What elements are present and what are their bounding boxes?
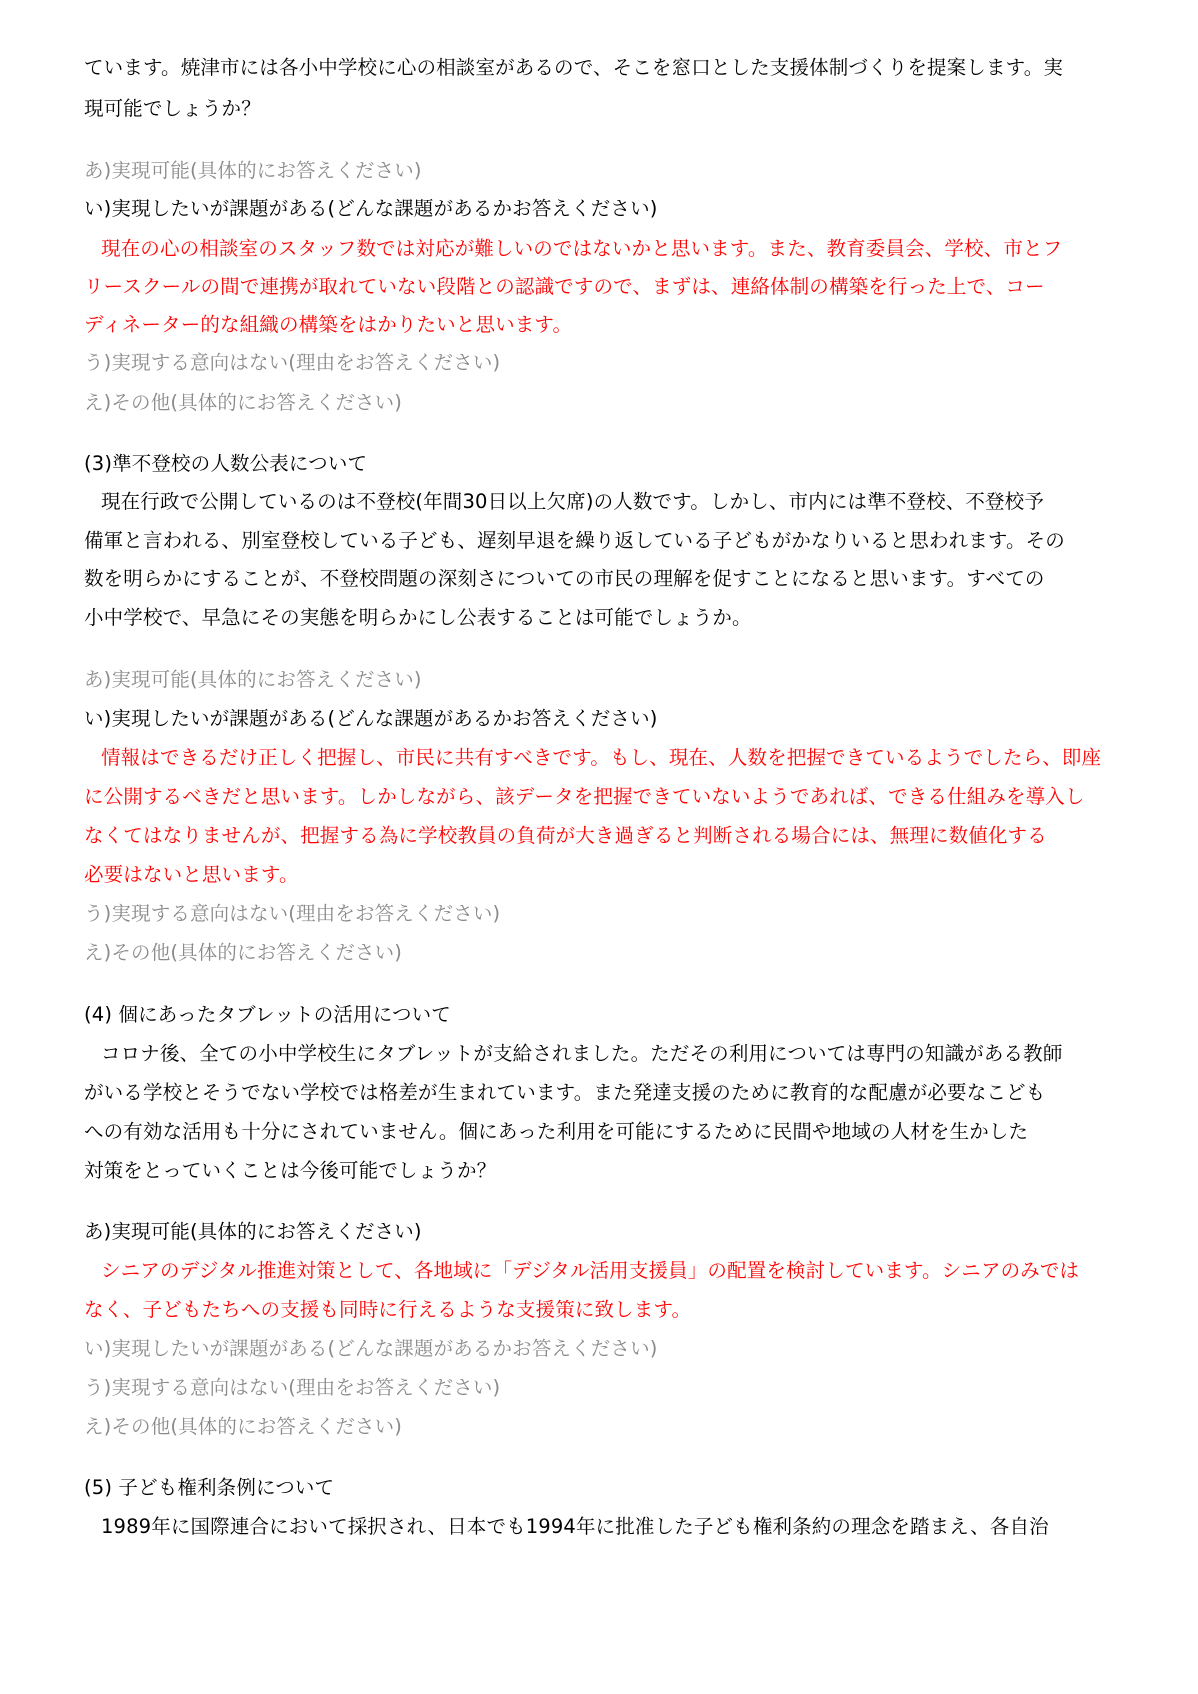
option-line: あ)実現可能(具体的にお答えください) — [84, 668, 422, 691]
section-heading: (4) 個にあったタブレットの活用について — [84, 1003, 451, 1026]
option-line: え)その他(具体的にお答えください) — [84, 941, 403, 964]
text-line: がいる学校とそうでない学校では格差が生まれています。また発達支援のために教育的な配慮が必要なこども — [84, 1081, 1046, 1104]
text-line: 現可能でしょうか？ — [84, 97, 261, 120]
answer-line: ディネーター的な組織の構築をはかりたいと思います。 — [84, 313, 573, 336]
answer-line: に公開するべきだと思います。しかしながら、該データを把握できていないようであれば、できる仕組みを導入し — [84, 785, 1085, 808]
text-line: 現在行政で公開しているのは不登校(年間30日以上欠席)の人数です。しかし、市内には準不登校、不登校予 — [101, 490, 1044, 513]
text-line: への有効な活用も十分にされていません。個にあった利用を可能にするために民間や地域の人材を生かした — [84, 1120, 1029, 1143]
option-line: い)実現したいが課題がある(どんな課題があるかお答えください) — [84, 707, 658, 730]
option-line: う)実現する意向はない(理由をお答えください) — [84, 902, 501, 925]
option-line: え)その他(具体的にお答えください) — [84, 391, 403, 414]
text-line: 対策をとっていくことは今後可能でしょうか？ — [84, 1159, 497, 1182]
answer-line: リースクールの間で連携が取れていない段階との認識ですので、まずは、連絡体制の構築を行った上で、コー — [84, 275, 1045, 298]
option-line: い)実現したいが課題がある(どんな課題があるかお答えください) — [84, 197, 658, 220]
option-line: あ)実現可能(具体的にお答えください) — [84, 159, 422, 182]
option-line: い)実現したいが課題がある(どんな課題があるかお答えください) — [84, 1337, 658, 1360]
text-line: ています。焼津市には各小中学校に心の相談室があるので、そこを窓口とした支援体制づくりを提案します。実 — [84, 56, 1063, 79]
answer-line: 必要はないと思います。 — [84, 863, 299, 886]
option-line: う)実現する意向はない(理由をお答えください) — [84, 1376, 501, 1399]
option-line: え)その他(具体的にお答えください) — [84, 1415, 403, 1438]
text-line: コロナ後、全ての小中学校生にタブレットが支給されました。ただその利用については専門の知識がある教師 — [101, 1042, 1063, 1065]
text-line: 1989年に国際連合において採択され、日本でも1994年に批准した子ども権利条約の理念を踏まえ、各自治 — [101, 1515, 1049, 1538]
answer-line: 情報はできるだけ正しく把握し、市民に共有すべきです。もし、現在、人数を把握できているようでしたら、即座 — [101, 746, 1102, 769]
answer-line: シニアのデジタル推進対策として、各地域に「デジタル活用支援員」の配置を検討しています。シニアのみでは — [101, 1259, 1080, 1282]
answer-line: なくてはなりませんが、把握する為に学校教員の負荷が大き過ぎると判断される場合には、無理に数値化する — [84, 824, 1047, 847]
answer-line: なく、子どもたちへの支援も同時に行えるような支援策に致します。 — [84, 1298, 692, 1321]
text-line: 数を明らかにすることが、不登校問題の深刻さについての市民の理解を促すことになると思います。すべての — [84, 567, 1045, 590]
text-line: 小中学校で、早急にその実態を明らかにし公表することは可能でしょうか。 — [84, 606, 752, 629]
option-line: う)実現する意向はない(理由をお答えください) — [84, 351, 501, 374]
answer-line: 現在の心の相談室のスタッフ数では対応が難しいのではないかと思います。また、教育委員会、学校、市とフ — [101, 237, 1063, 260]
section-heading: (3)準不登校の人数公表について — [84, 452, 368, 475]
text-line: 備軍と言われる、別室登校している子ども、遅刻早退を繰り返している子どもがかなりいると思われます。その — [84, 529, 1065, 552]
option-line: あ)実現可能(具体的にお答えください) — [84, 1220, 422, 1243]
section-heading: (5) 子ども権利条例について — [84, 1476, 335, 1499]
